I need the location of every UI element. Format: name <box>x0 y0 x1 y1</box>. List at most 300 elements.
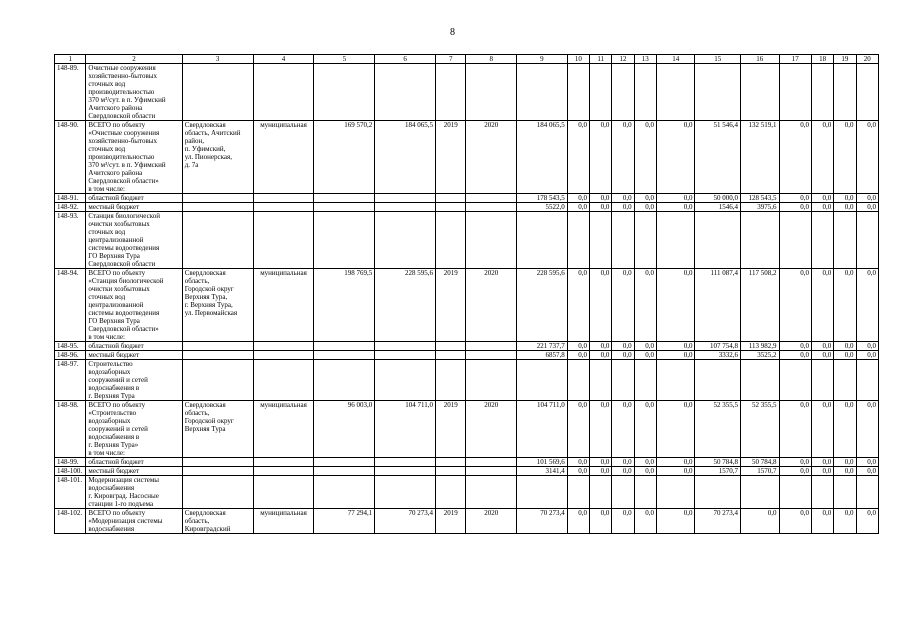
table-cell: 148-96. <box>55 351 86 360</box>
table-cell: 0,0 <box>856 121 878 194</box>
table-cell: 3141,4 <box>517 467 568 476</box>
table-cell: 6857,8 <box>517 351 568 360</box>
table-cell <box>811 476 833 509</box>
table-cell: 0,0 <box>811 351 833 360</box>
column-header: 5 <box>314 55 375 64</box>
table-cell <box>695 360 741 401</box>
table-cell: 0,0 <box>779 269 811 342</box>
table-cell: 0,0 <box>634 458 656 467</box>
table-cell: 0,0 <box>656 467 695 476</box>
table-cell: 70 273,4 <box>517 509 568 534</box>
table-cell: 2020 <box>466 509 517 534</box>
table-cell <box>634 212 656 269</box>
column-header: 12 <box>612 55 634 64</box>
table-cell <box>182 467 253 476</box>
table-cell: 0,0 <box>856 401 878 458</box>
table-cell <box>695 212 741 269</box>
table-cell: 0,0 <box>612 121 634 194</box>
table-cell <box>436 64 466 121</box>
table-cell: 0,0 <box>811 509 833 534</box>
table-cell <box>314 351 375 360</box>
table-cell <box>741 360 780 401</box>
column-header: 16 <box>741 55 780 64</box>
table-cell: 184 065,5 <box>375 121 436 194</box>
table-cell <box>856 476 878 509</box>
table-row <box>55 476 879 509</box>
table-cell <box>656 64 695 121</box>
table-cell <box>779 212 811 269</box>
table-cell: 0,0 <box>567 342 589 351</box>
table-cell <box>314 342 375 351</box>
table-cell: 0,0 <box>590 269 612 342</box>
table-cell: 0,0 <box>834 269 856 342</box>
table-cell <box>590 212 612 269</box>
table-cell: 0,0 <box>567 121 589 194</box>
table-cell <box>375 476 436 509</box>
column-header: 17 <box>779 55 811 64</box>
table-cell <box>695 64 741 121</box>
table-cell: 3332,6 <box>695 351 741 360</box>
table-cell: 0,0 <box>590 342 612 351</box>
table-cell: 0,0 <box>634 342 656 351</box>
table-cell: 50 784,8 <box>741 458 780 467</box>
table-cell <box>741 212 780 269</box>
table-cell <box>634 360 656 401</box>
table-cell: 0,0 <box>656 194 695 203</box>
table-cell: 0,0 <box>656 121 695 194</box>
table-cell <box>253 212 314 269</box>
table-cell: 0,0 <box>834 509 856 534</box>
column-header: 10 <box>567 55 589 64</box>
table-cell: 0,0 <box>856 203 878 212</box>
table-cell: 0,0 <box>811 203 833 212</box>
table-row <box>55 203 879 212</box>
table-cell: 50 000,0 <box>695 194 741 203</box>
column-header: 20 <box>856 55 878 64</box>
table-cell: Свердловская область, Городской округ Верхняя Тура <box>182 401 253 458</box>
table-cell: 2019 <box>436 121 466 194</box>
table-cell <box>856 64 878 121</box>
table-cell: 178 543,5 <box>517 194 568 203</box>
table-row <box>55 212 879 269</box>
table-cell: муниципальная <box>253 401 314 458</box>
table-cell <box>612 212 634 269</box>
table-cell: 148-93. <box>55 212 86 269</box>
table-cell: 0,0 <box>656 458 695 467</box>
table-cell <box>182 351 253 360</box>
column-header: 4 <box>253 55 314 64</box>
table-cell <box>741 476 780 509</box>
table-cell <box>741 64 780 121</box>
table-cell: 0,0 <box>779 509 811 534</box>
table-cell: ВСЕГО по объекту «Модернизация системы водоснабжения <box>86 509 182 534</box>
table-cell <box>834 360 856 401</box>
table-cell <box>779 476 811 509</box>
table-cell: 148-94. <box>55 269 86 342</box>
table-cell: 0,0 <box>656 203 695 212</box>
column-header-row <box>55 55 879 64</box>
table-cell: 0,0 <box>567 458 589 467</box>
table-cell: 128 543,5 <box>741 194 780 203</box>
table-cell <box>182 360 253 401</box>
column-header: 13 <box>634 55 656 64</box>
table-cell <box>314 467 375 476</box>
table-cell: 0,0 <box>567 269 589 342</box>
table-cell: 107 754,8 <box>695 342 741 351</box>
table-cell: 0,0 <box>856 351 878 360</box>
table-cell: 0,0 <box>567 203 589 212</box>
table-cell <box>466 467 517 476</box>
table-cell: 0,0 <box>634 121 656 194</box>
table-cell: 0,0 <box>779 467 811 476</box>
table-cell <box>253 351 314 360</box>
column-header: 15 <box>695 55 741 64</box>
table-cell: 0,0 <box>612 467 634 476</box>
table-cell: 0,0 <box>634 509 656 534</box>
table-cell: 0,0 <box>567 194 589 203</box>
table-cell <box>517 64 568 121</box>
table-cell: 0,0 <box>856 509 878 534</box>
table-cell: 148-91. <box>55 194 86 203</box>
column-header: 11 <box>590 55 612 64</box>
table-cell: 0,0 <box>779 203 811 212</box>
table-cell: Очистные сооружения хозяйственно-бытовых сточных вод производительностью 370 м³/сут. в п. Уфимский Ачитского района Свердловской области <box>86 64 182 121</box>
table-cell <box>436 194 466 203</box>
table-cell <box>779 64 811 121</box>
table-cell: ВСЕГО по объекту «Строительство водозаборных сооружений и сетей водоснабжения в г. Верхняя Тура» в том числе: <box>86 401 182 458</box>
table-cell <box>466 458 517 467</box>
table-cell: 148-100. <box>55 467 86 476</box>
table-cell: 198 769,5 <box>314 269 375 342</box>
table-cell <box>466 64 517 121</box>
table-cell: 0,0 <box>779 401 811 458</box>
table-cell: 52 355,5 <box>695 401 741 458</box>
table-cell: 0,0 <box>612 351 634 360</box>
table-cell <box>811 212 833 269</box>
table-cell: 0,0 <box>811 194 833 203</box>
table-cell <box>436 458 466 467</box>
table-cell: 0,0 <box>590 203 612 212</box>
table-cell: 0,0 <box>634 203 656 212</box>
table-cell <box>695 476 741 509</box>
table-cell: 0,0 <box>656 401 695 458</box>
table-cell: 0,0 <box>634 401 656 458</box>
table-cell: 0,0 <box>811 401 833 458</box>
table-cell <box>375 194 436 203</box>
table-cell <box>253 360 314 401</box>
table-cell <box>590 360 612 401</box>
table-cell <box>182 64 253 121</box>
column-header: 19 <box>834 55 856 64</box>
table-cell: 0,0 <box>634 351 656 360</box>
table-cell <box>436 203 466 212</box>
table-cell: 3975,6 <box>741 203 780 212</box>
table-cell: 96 003,0 <box>314 401 375 458</box>
table-cell: 0,0 <box>567 467 589 476</box>
table-cell: 0,0 <box>856 467 878 476</box>
table-cell: 0,0 <box>612 203 634 212</box>
table-cell <box>375 64 436 121</box>
table-cell: 101 569,6 <box>517 458 568 467</box>
table-cell: 0,0 <box>811 458 833 467</box>
table-cell: муниципальная <box>253 121 314 194</box>
table-cell: 1546,4 <box>695 203 741 212</box>
table-cell <box>182 476 253 509</box>
table-cell: 0,0 <box>741 509 780 534</box>
table-cell: Станция биологической очистки хозбытовых сточных вод централизованной системы водоотведения ГО Верхняя Тура Свердловской области <box>86 212 182 269</box>
table-cell <box>182 458 253 467</box>
table-row <box>55 509 879 534</box>
column-header: 3 <box>182 55 253 64</box>
table-row <box>55 351 879 360</box>
table-cell: 0,0 <box>590 467 612 476</box>
table-cell: 52 355,5 <box>741 401 780 458</box>
table-cell: Строительство водозаборных сооружений и сетей водоснабжения в г. Верхняя Тура <box>86 360 182 401</box>
table-cell: местный бюджет <box>86 467 182 476</box>
table-cell <box>517 212 568 269</box>
table-cell: 148-98. <box>55 401 86 458</box>
table-cell: 0,0 <box>856 269 878 342</box>
table-cell: 77 294,1 <box>314 509 375 534</box>
table-cell: 0,0 <box>612 194 634 203</box>
table-cell <box>436 342 466 351</box>
table-cell <box>612 476 634 509</box>
table-cell <box>436 351 466 360</box>
table-cell: 148-102. <box>55 509 86 534</box>
table-cell <box>779 360 811 401</box>
table-cell: 2020 <box>466 121 517 194</box>
table-cell <box>466 342 517 351</box>
table-cell: 5522,0 <box>517 203 568 212</box>
table-cell: 0,0 <box>567 509 589 534</box>
table-cell: 169 570,2 <box>314 121 375 194</box>
table-cell: областной бюджет <box>86 342 182 351</box>
table-row <box>55 269 879 342</box>
table-cell: 148-97. <box>55 360 86 401</box>
table-cell <box>436 212 466 269</box>
table-cell: 2020 <box>466 269 517 342</box>
table-cell: 0,0 <box>634 269 656 342</box>
table-cell <box>182 203 253 212</box>
table-cell <box>811 360 833 401</box>
table-cell: областной бюджет <box>86 458 182 467</box>
table-cell: 0,0 <box>656 509 695 534</box>
table-cell <box>253 64 314 121</box>
table-cell <box>314 458 375 467</box>
table-cell: 0,0 <box>779 351 811 360</box>
column-header: 8 <box>466 55 517 64</box>
column-header: 9 <box>517 55 568 64</box>
table-cell <box>436 467 466 476</box>
table-cell: 0,0 <box>656 269 695 342</box>
table-cell <box>253 342 314 351</box>
table-cell <box>567 476 589 509</box>
table-cell <box>375 467 436 476</box>
table-cell: 0,0 <box>834 121 856 194</box>
table-cell: Свердловская область, Кировградский <box>182 509 253 534</box>
table-cell <box>466 212 517 269</box>
table-cell <box>612 64 634 121</box>
table-cell <box>375 360 436 401</box>
table-cell: 113 982,9 <box>741 342 780 351</box>
column-header: 7 <box>436 55 466 64</box>
table-cell <box>612 360 634 401</box>
table-cell: 3525,2 <box>741 351 780 360</box>
table-cell <box>375 342 436 351</box>
table-cell <box>253 467 314 476</box>
table-cell <box>834 476 856 509</box>
table-cell: 148-92. <box>55 203 86 212</box>
table-cell <box>314 212 375 269</box>
table-cell <box>314 64 375 121</box>
column-header: 14 <box>656 55 695 64</box>
table-cell: 0,0 <box>612 401 634 458</box>
table-cell: 132 519,1 <box>741 121 780 194</box>
table-cell <box>253 476 314 509</box>
table-cell: 0,0 <box>612 509 634 534</box>
table-cell <box>253 458 314 467</box>
table-cell <box>811 64 833 121</box>
table-cell: 0,0 <box>590 401 612 458</box>
table-cell: ВСЕГО по объекту «Станция биологической очистки хозбытовых сточных вод централизованной системы водоотведения ГО Верхняя Тура Свердловской области» в том числе: <box>86 269 182 342</box>
table-cell: 228 595,6 <box>375 269 436 342</box>
table-cell <box>466 194 517 203</box>
table-cell: 0,0 <box>834 458 856 467</box>
table-cell: 0,0 <box>834 194 856 203</box>
table-row <box>55 360 879 401</box>
table-cell: 148-99. <box>55 458 86 467</box>
table-cell: 0,0 <box>567 351 589 360</box>
table-cell: 0,0 <box>834 203 856 212</box>
table-cell: 0,0 <box>590 121 612 194</box>
table-cell: 0,0 <box>834 342 856 351</box>
table-cell: 0,0 <box>590 458 612 467</box>
table-cell: 0,0 <box>811 467 833 476</box>
table-cell <box>567 212 589 269</box>
table-cell <box>314 203 375 212</box>
table-cell: 0,0 <box>856 194 878 203</box>
table-cell: 0,0 <box>634 194 656 203</box>
table-cell: 0,0 <box>590 351 612 360</box>
column-header: 6 <box>375 55 436 64</box>
table-cell: 2020 <box>466 401 517 458</box>
table-cell <box>466 203 517 212</box>
table-row <box>55 194 879 203</box>
table-cell: ВСЕГО по объекту «Очистные сооружения хозяйственно-бытовых сточных вод производительностью 370 м³/сут. в п. Уфимский Ачитского района Свердловской области» в том числе: <box>86 121 182 194</box>
table-cell: 2019 <box>436 509 466 534</box>
table-cell <box>634 476 656 509</box>
table-cell: 148-101. <box>55 476 86 509</box>
table-cell <box>567 360 589 401</box>
table-cell: муниципальная <box>253 509 314 534</box>
table-row <box>55 458 879 467</box>
table-cell: 0,0 <box>834 401 856 458</box>
table-cell: 0,0 <box>612 458 634 467</box>
table-cell <box>856 212 878 269</box>
table-cell: 0,0 <box>612 342 634 351</box>
table-cell: 0,0 <box>779 121 811 194</box>
table-cell: 50 784,8 <box>695 458 741 467</box>
table-cell: 0,0 <box>590 509 612 534</box>
table-cell: 51 546,4 <box>695 121 741 194</box>
table-cell: 0,0 <box>656 342 695 351</box>
table-row <box>55 401 879 458</box>
table-cell <box>182 212 253 269</box>
column-header: 2 <box>86 55 182 64</box>
table-cell: 0,0 <box>811 342 833 351</box>
table-cell: 221 737,7 <box>517 342 568 351</box>
table-cell: 0,0 <box>590 194 612 203</box>
table-cell <box>182 194 253 203</box>
table-cell <box>856 360 878 401</box>
table-cell: 148-90. <box>55 121 86 194</box>
table-cell <box>375 203 436 212</box>
table-cell: Модернизация системы водоснабжения г. Кировград. Насосные станции 1-го подъема <box>86 476 182 509</box>
table-cell: 0,0 <box>612 269 634 342</box>
data-table <box>54 54 879 534</box>
table-cell <box>567 64 589 121</box>
table-cell <box>466 351 517 360</box>
table-cell <box>375 351 436 360</box>
table-cell <box>182 342 253 351</box>
table-cell: Свердловская область, Городской округ Верхняя Тура, г. Верхняя Тура, ул. Первомайская <box>182 269 253 342</box>
table-cell: 0,0 <box>779 342 811 351</box>
table-cell <box>436 476 466 509</box>
table-cell: 0,0 <box>779 458 811 467</box>
table-cell <box>656 212 695 269</box>
table-cell: 228 595,6 <box>517 269 568 342</box>
table-cell <box>253 194 314 203</box>
table-cell <box>314 194 375 203</box>
table-cell: 0,0 <box>856 342 878 351</box>
table-cell <box>253 203 314 212</box>
table-cell: местный бюджет <box>86 351 182 360</box>
table-cell <box>656 476 695 509</box>
table-cell: 0,0 <box>656 351 695 360</box>
table-row <box>55 121 879 194</box>
table-cell: 70 273,4 <box>695 509 741 534</box>
table-cell: 111 087,4 <box>695 269 741 342</box>
table-cell <box>314 476 375 509</box>
table-cell <box>436 360 466 401</box>
table-cell <box>314 360 375 401</box>
table-cell: 0,0 <box>779 194 811 203</box>
table-cell: 104 711,0 <box>517 401 568 458</box>
column-header: 18 <box>811 55 833 64</box>
table-cell: 0,0 <box>811 269 833 342</box>
table-cell: 2019 <box>436 269 466 342</box>
table-cell: 0,0 <box>834 467 856 476</box>
table-cell: муниципальная <box>253 269 314 342</box>
table-cell <box>375 458 436 467</box>
table-cell: областной бюджет <box>86 194 182 203</box>
page-number: 8 <box>450 27 455 38</box>
table-cell <box>375 212 436 269</box>
table-cell <box>634 64 656 121</box>
table-cell: 70 273,4 <box>375 509 436 534</box>
table-cell: 0,0 <box>567 401 589 458</box>
table-cell <box>590 476 612 509</box>
table-cell <box>517 476 568 509</box>
table-cell: 104 711,0 <box>375 401 436 458</box>
table-cell: 1570,7 <box>695 467 741 476</box>
table-cell: 184 065,5 <box>517 121 568 194</box>
table-cell <box>590 64 612 121</box>
table-row <box>55 342 879 351</box>
table-cell: 0,0 <box>834 351 856 360</box>
table-cell <box>517 360 568 401</box>
table-cell: 0,0 <box>634 467 656 476</box>
